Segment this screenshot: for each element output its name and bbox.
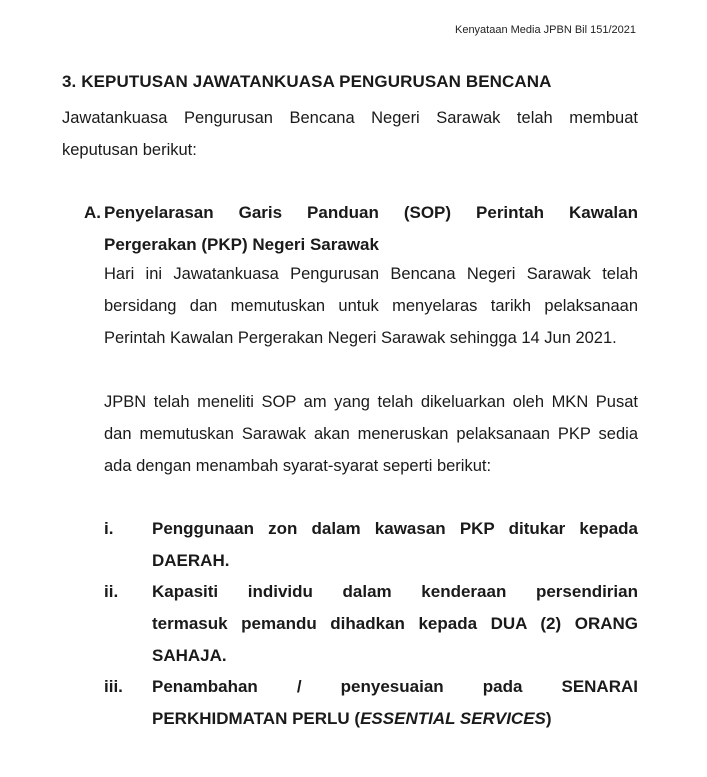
list-item-line: Penambahan / penyesuaian pada SENARAI [152, 677, 638, 696]
list-item-line [152, 703, 638, 735]
intro-line-1: Jawatankuasa Pengurusan Bencana Negeri Sarawak telah membuat [62, 109, 638, 127]
subsection-a-heading [84, 197, 638, 261]
list-item-line: termasuk pemandu dihadkan kepada DUA (2) ORANG [152, 614, 638, 633]
list-item-line: Penggunaan zon dalam kawasan PKP ditukar kepada [152, 519, 638, 538]
list-item [104, 671, 638, 735]
para1-line-2: bersidang dan memutuskan untuk menyelaras tarikh pelaksanaan [104, 297, 638, 315]
para2-line-1: JPBN telah meneliti SOP am yang telah dikeluarkan oleh MKN Pusat [104, 393, 638, 411]
para2-line-2: dan memutuskan Sarawak akan meneruskan pelaksanaan PKP sedia [104, 425, 638, 443]
document-reference: Kenyataan Media JPBN Bil 151/2021 [454, 24, 636, 36]
list-item [104, 513, 638, 577]
para1-line-3: Perintah Kawalan Pergerakan Negeri Sarawak sehingga 14 Jun 2021. [104, 329, 617, 347]
list-item-number: iii. [104, 677, 123, 696]
subsection-title-line-1: Penyelarasan Garis Panduan (SOP) Perintah Kawalan [104, 203, 638, 222]
list-item [104, 576, 638, 672]
list-item-italic-text: ESSENTIAL SERVICES [360, 709, 546, 728]
list-item-line: SAHAJA. [152, 646, 227, 665]
subsection-title-line-2: Pergerakan (PKP) Negeri Sarawak [104, 235, 379, 254]
list-item-line: Kapasiti individu dalam kenderaan persendirian [152, 582, 638, 601]
para1-line-1: Hari ini Jawatankuasa Pengurusan Bencana Negeri Sarawak telah [104, 265, 638, 283]
para2-line-3: ada dengan menambah syarat-syarat seperti berikut: [104, 457, 492, 475]
intro-line-2: keputusan berikut: [62, 141, 197, 159]
subsection-a-paragraph-1 [104, 258, 638, 354]
section-intro [62, 102, 638, 166]
list-item-number: i. [104, 519, 114, 538]
list-item-text: PERKHIDMATAN PERLU ( [152, 709, 361, 728]
list-item-line: DAERAH. [152, 551, 230, 570]
subsection-letter: A. [84, 203, 101, 222]
list-item-number: ii. [104, 582, 119, 601]
section-title: 3. KEPUTUSAN JAWATANKUASA PENGURUSAN BENCANA [62, 72, 552, 91]
list-item-text: ) [545, 709, 552, 728]
subsection-a-paragraph-2 [104, 386, 638, 482]
